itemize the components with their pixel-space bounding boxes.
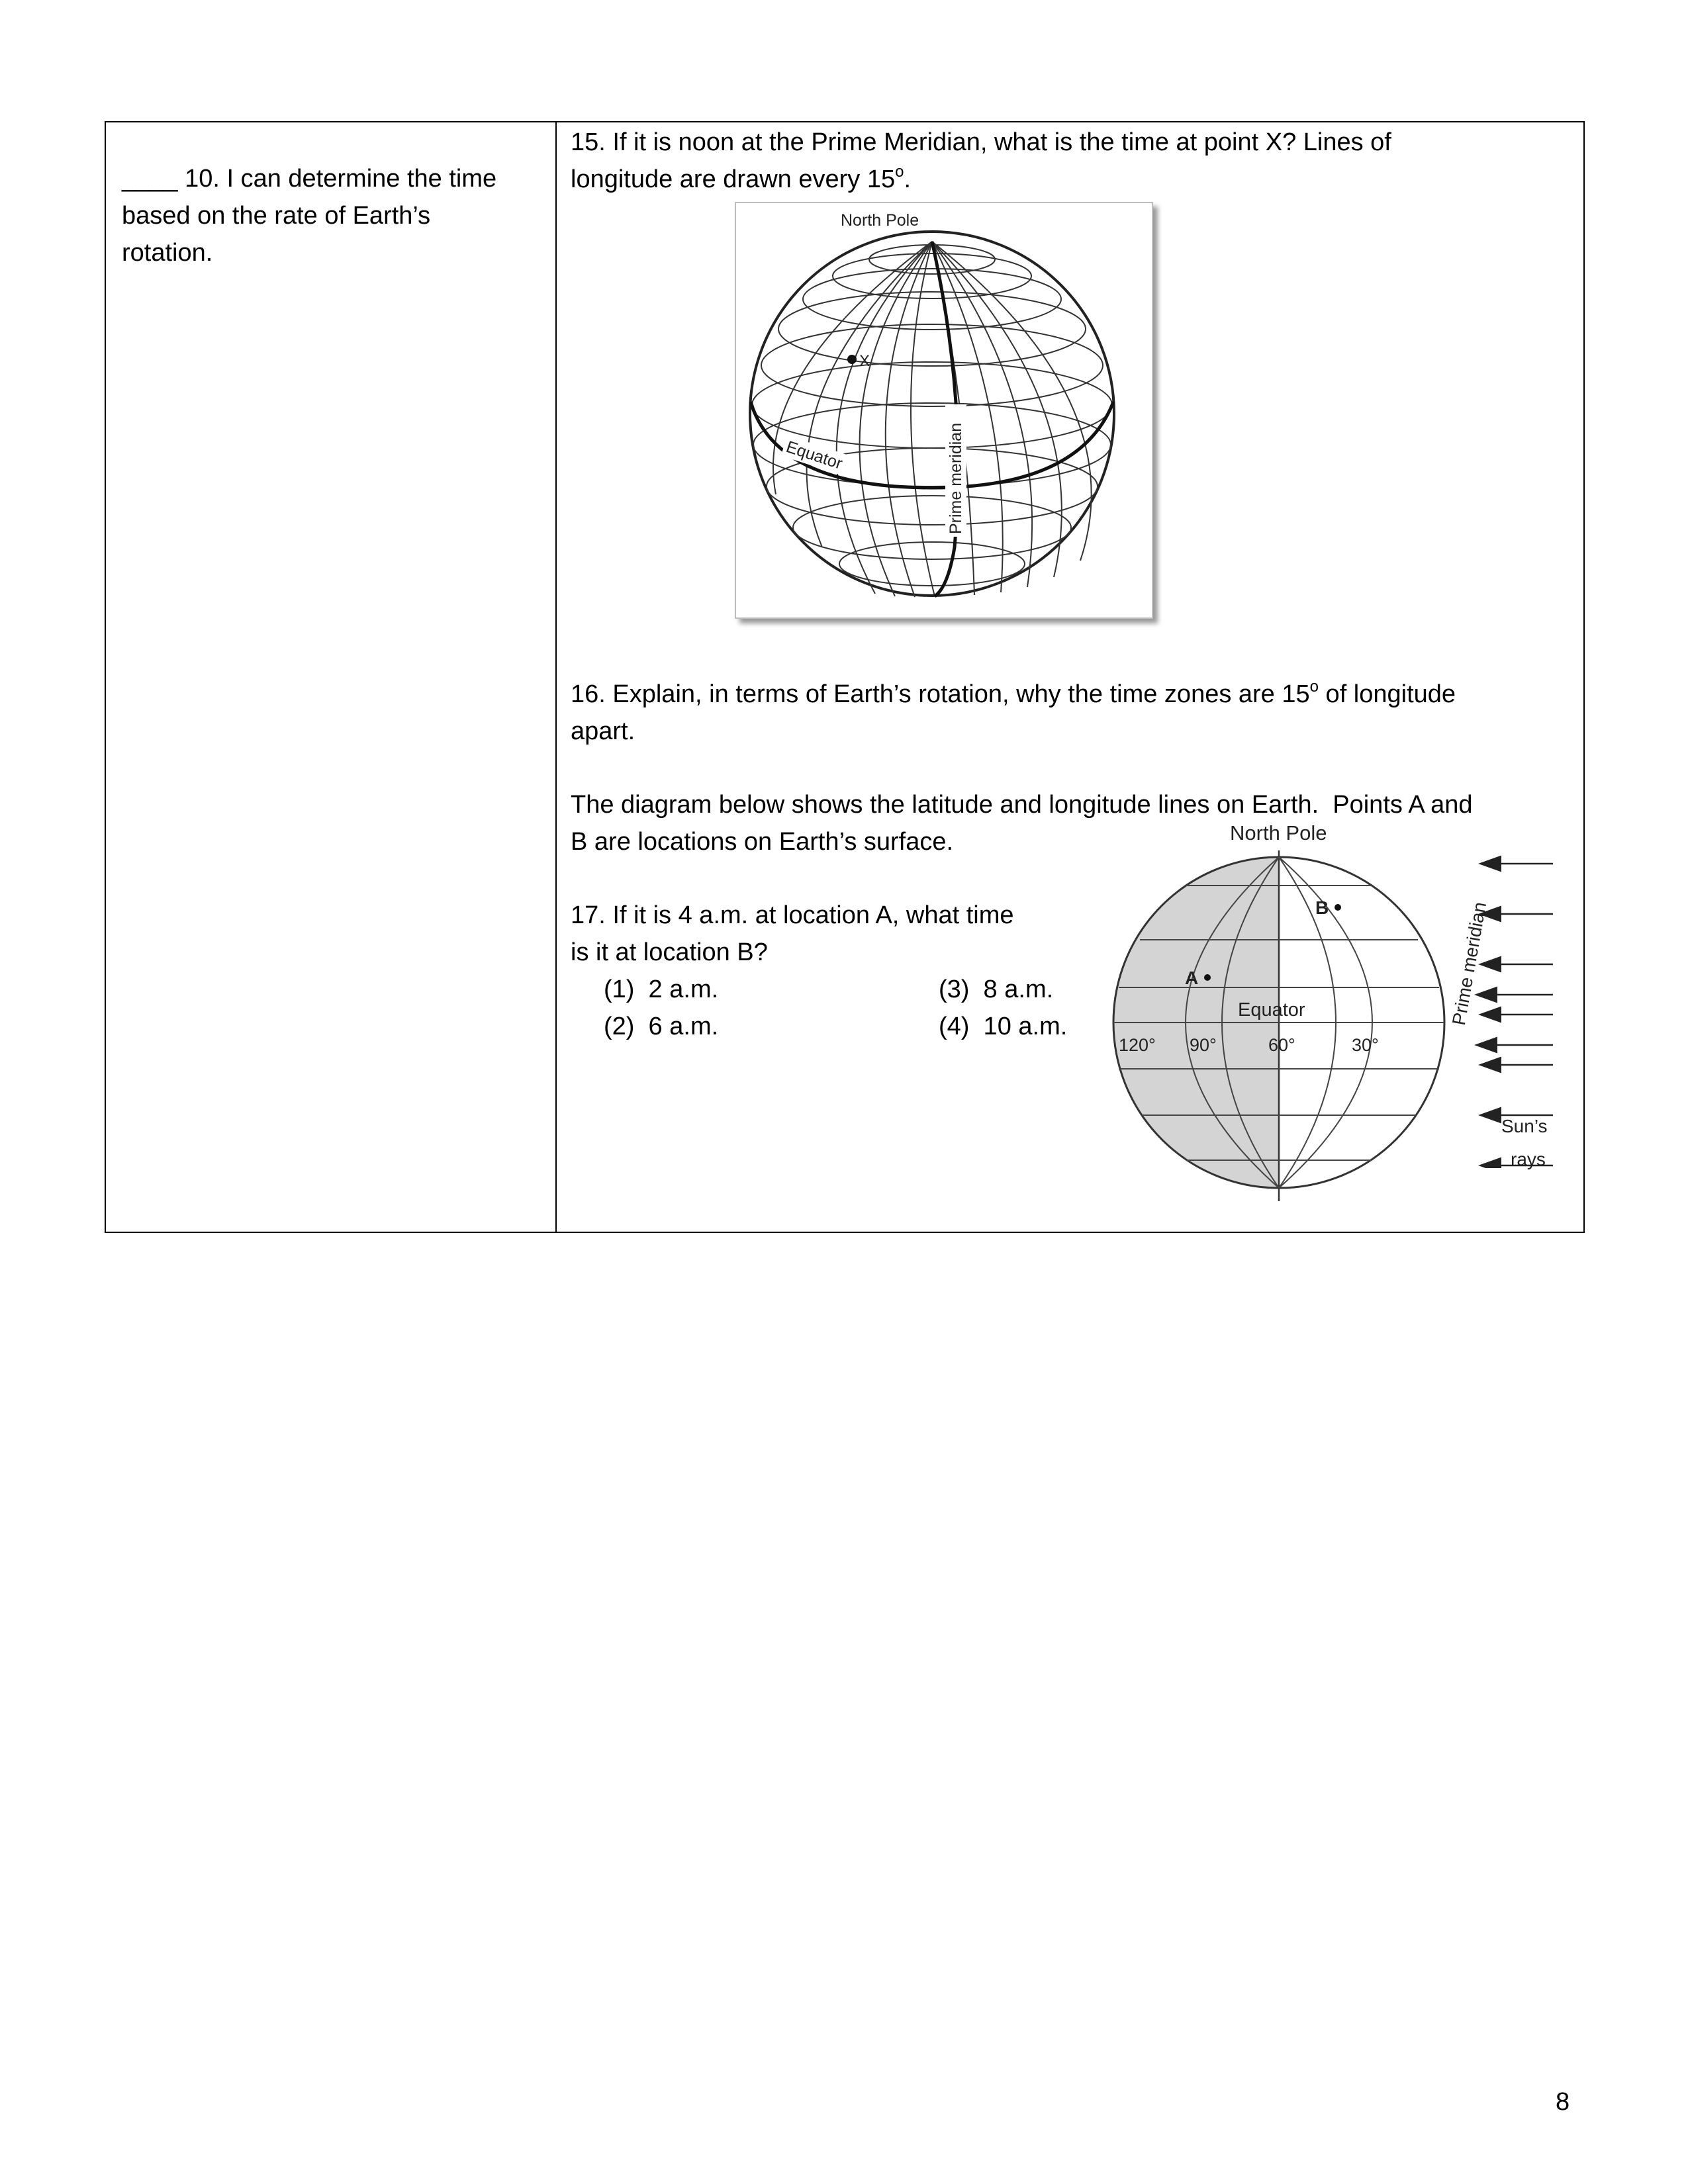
north-pole-label: North Pole <box>841 211 919 230</box>
intro-line-1: The diagram below shows the latitude and longitude lines on Earth. Points A and <box>571 791 1473 819</box>
longitude-60-label: 60° <box>1268 1035 1295 1055</box>
q17-line-2: is it at location B? <box>571 938 768 966</box>
prime-meridian-label: Prime meridian <box>1448 900 1491 1027</box>
column-divider <box>555 122 557 1232</box>
point-a-marker <box>1204 974 1211 981</box>
page-number: 8 <box>1556 2088 1570 2116</box>
north-pole-label: North Pole <box>1230 824 1327 844</box>
q17-line-1: 17. If it is 4 a.m. at location A, what time <box>571 901 1014 929</box>
objective-blank: ____ <box>122 165 178 193</box>
q15-period: . <box>904 165 912 193</box>
point-b-marker <box>1335 904 1341 911</box>
q16-line-1 <box>571 676 1456 713</box>
intro-line-2: B are locations on Earth’s surface. <box>571 828 954 856</box>
worksheet-table <box>105 121 1585 1233</box>
suns-label: Sun’s <box>1501 1116 1548 1136</box>
sun-rays-arrow-set <box>1476 850 1556 1168</box>
longitude-90-label: 90° <box>1190 1035 1217 1055</box>
point-x-label: X <box>859 352 870 370</box>
point-x-marker <box>847 355 857 364</box>
longitude-120-label: 120° <box>1119 1035 1156 1055</box>
q16-line-2: apart. <box>571 717 635 745</box>
objective-line-3: rotation. <box>122 239 213 267</box>
q15-line-2-text: longitude are drawn every 15 <box>571 165 896 193</box>
equator-label: Equator <box>1238 999 1305 1021</box>
choice-3: (3) 8 a.m. <box>939 976 1054 1003</box>
objective-text: 10. I can determine the time <box>177 165 497 193</box>
objective-line-2: based on the rate of Earth’s <box>122 202 431 230</box>
choice-2: (2) 6 a.m. <box>604 1013 719 1040</box>
longitude-30-label: 30° <box>1352 1035 1379 1055</box>
q16-text-end: of longitude <box>1319 680 1456 708</box>
degree-symbol: o <box>895 163 904 181</box>
equator-label: Equator <box>784 437 845 473</box>
objective-line-1 <box>122 160 496 197</box>
q15-line-1: 15. If it is noon at the Prime Meridian, what is the time at point X? Lines of <box>571 128 1391 156</box>
point-b-label: B <box>1315 897 1329 918</box>
q16-text: 16. Explain, in terms of Earth’s rotation, why the time zones are 15 <box>571 680 1310 708</box>
prime-meridian-label-group <box>945 404 966 537</box>
point-a-label: A <box>1185 968 1199 988</box>
choice-1: (1) 2 a.m. <box>604 976 719 1003</box>
rays-label: rays <box>1511 1149 1546 1169</box>
globe-x-svg <box>736 203 1152 617</box>
degree-symbol: o <box>1309 678 1319 696</box>
choice-4: (4) 10 a.m. <box>939 1013 1068 1040</box>
q15-line-2 <box>571 161 911 198</box>
prime-meridian-label: Prime meridian <box>947 422 965 534</box>
globe-figure-x <box>735 202 1153 619</box>
